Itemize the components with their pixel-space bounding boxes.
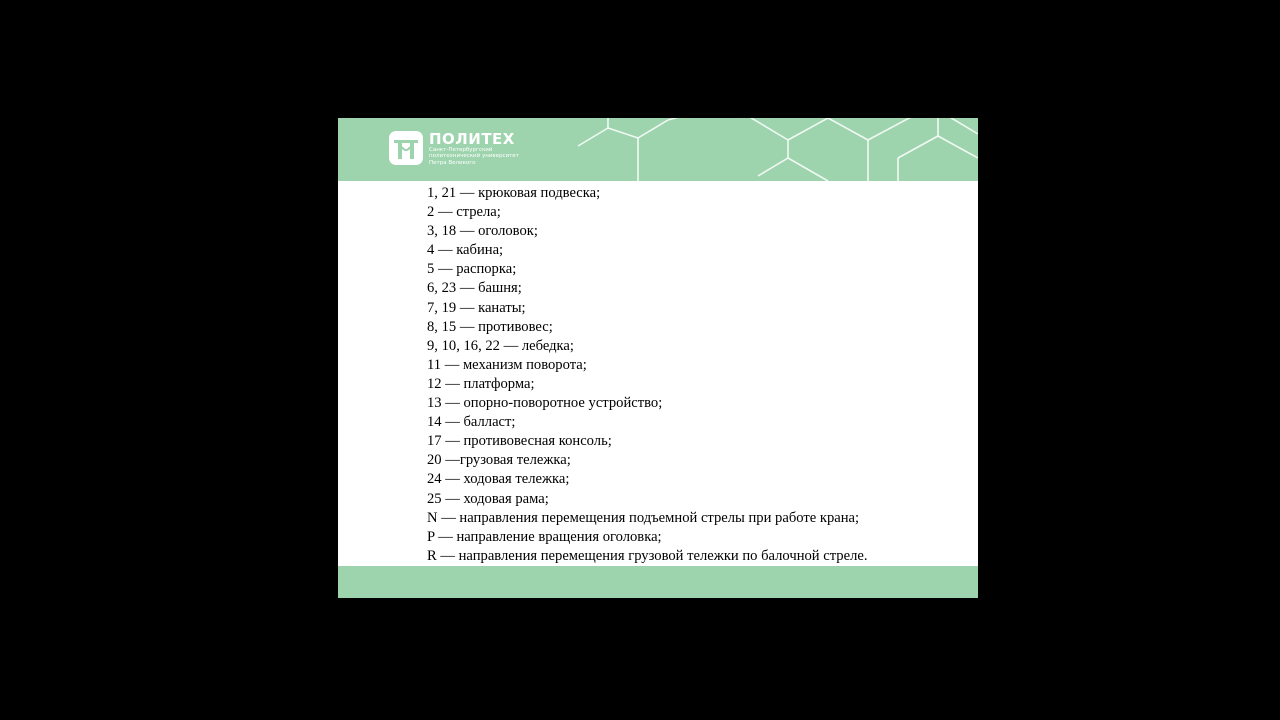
legend-item: 6, 23 — башня; [427, 280, 522, 297]
legend-item: 13 — опорно-поворотное устройство; [427, 395, 663, 412]
slide [338, 118, 978, 598]
logo-subtitle-line: Санкт-Петербургский [429, 147, 493, 153]
crane-parts-legend [427, 184, 967, 566]
legend-item: 12 — платформа; [427, 375, 535, 392]
legend-item: R — направления перемещения грузовой тележки по балочной стреле. [427, 547, 868, 564]
slide-header [338, 118, 978, 181]
legend-item: P — направление вращения оголовка; [427, 528, 662, 545]
legend-item: 2 — стрела; [427, 204, 501, 221]
legend-item: 5 — распорка; [427, 261, 517, 278]
legend-item: 24 — ходовая тележка; [427, 471, 570, 488]
logo-subtitle-line: политехнический университет [429, 153, 519, 160]
legend-item: 11 — механизм поворота; [427, 356, 587, 373]
legend-item: 25 — ходовая рама; [427, 490, 549, 507]
legend-item: 1, 21 — крюковая подвеска; [427, 185, 601, 201]
legend-item: 3, 18 — оголовок; [427, 223, 538, 240]
legend-item: 20 —грузовая тележка; [427, 452, 571, 469]
politeh-logo [389, 131, 519, 166]
legend-item: 4 — кабина; [427, 242, 504, 259]
legend-item: N — направления перемещения подъемной стрелы при работе крана; [427, 509, 860, 526]
logo-name: ПОЛИТЕХ [429, 130, 515, 148]
legend-item: 8, 15 — противовес; [427, 318, 553, 335]
slide-footer [338, 566, 978, 598]
legend-item: 17 — противовесная консоль; [427, 433, 612, 450]
legend-item: 7, 19 — канаты; [427, 299, 526, 316]
legend-item: 14 — балласт; [427, 414, 516, 431]
politeh-logo-icon [389, 131, 423, 165]
logo-subtitle-line: Петра Великого [429, 159, 476, 166]
legend-item: 9, 10, 16, 22 — лебедка; [427, 337, 574, 354]
